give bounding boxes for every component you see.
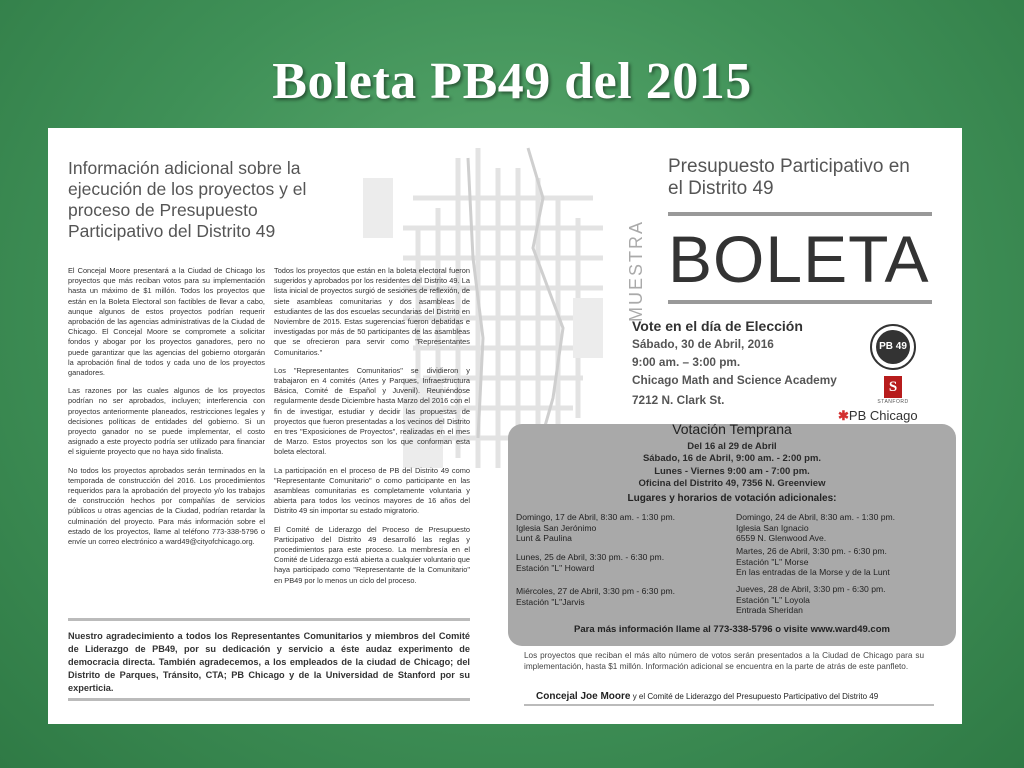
divider bbox=[68, 618, 470, 621]
vote-address: 7212 N. Clark St. bbox=[632, 393, 725, 407]
thanks-text: Nuestro agradecimiento a todos los Representantes Comunitarios y miembros del Comité de Liderazgo de PB49, por su dedicación y servicio a éste audaz experimento de democracia directa. También agradecemos, a los empleados de la ciudad de Chicago; del Distrito de Parques, Tránsito, CTA; PB Chicago y de la Universidad de Stanford por su experticia. bbox=[68, 631, 470, 693]
paragraph: Todos los proyectos que están en la boleta electoral fueron sugeridos y aprobados por los residentes del Distrito 49. La lista inicial de proyectos surgió de sesiones de reflexión, de siete asambleas comunitarias y dos asambleas de estudiantes de las dos escuelas secundarias del Distrito en Noviembre de 2015. Estas sugerencias fueron debatidas e investigadas por más de 50 participantes de las asambleas que se ofrecieron para servir como "Representantes Comunitarios." bbox=[274, 266, 470, 357]
location-entry bbox=[736, 546, 890, 578]
location-time: Lunes, 25 de Abril, 3:30 pm. - 6:30 pm. bbox=[516, 552, 665, 562]
location-name: Estación "L" Loyola bbox=[736, 594, 810, 605]
pb49-logo-text: PB 49 bbox=[876, 330, 910, 364]
stanford-logo: S bbox=[884, 376, 902, 398]
vote-date: Sábado, 30 de Abril, 2016 bbox=[632, 337, 774, 351]
location-name: Iglesia San Jerónimo bbox=[516, 522, 597, 533]
location-entry bbox=[736, 584, 886, 616]
location-address: Entrada Sheridan bbox=[736, 605, 803, 615]
slide-title: Boleta PB49 del 2015 bbox=[272, 53, 752, 110]
paragraph: No todos los proyectos aprobados serán terminados en la temporada de construcción del 2016. Los procedimientos requeridos para la aprobación del proyecto y/o los trabajos de construcción hechos por compañías de servicios públicos u otras agencias de la Ciudad, podrían retardar la culminación del proyecto. Para más información sobre el estado de los proyectos, llame al teléfono 773-338-5796 o envíe un correo electrónico a ward49@cityofchicago.org. bbox=[68, 465, 265, 547]
ballot-title: BOLETA bbox=[668, 222, 930, 296]
location-name: Iglesia San Ignacio bbox=[736, 522, 809, 533]
early-voting-line: Sábado, 16 de Abril, 9:00 am. - 2:00 pm. bbox=[642, 453, 822, 464]
paragraph: La participación en el proceso de PB del Distrito 49 como "Representante Comunitario" o como participante en las asambleas comunitarias es completamente voluntaria y abierta para todos los vecinos mayores de 16 años del Distrito 49 sin importar su estado migratorio. bbox=[274, 465, 470, 516]
info-column-1 bbox=[68, 266, 265, 555]
paragraph: El Comité de Liderazgo del Proceso de Presupuesto Participativo del Distrito 49 desarrolló las reglas y procedimientos para este proceso. La membresía en el Comité de Liderazgo está abierta a cualquier voluntario que haya participado como "Representante de la Comunitario" en PB49 por lo menos un ciclo del proceso. bbox=[274, 524, 470, 585]
paragraph: Las razones por las cuales algunos de los proyectos podrían no ser aprobados, incluyen; interferencia con proyectos anteriormente planeados, restricciones legales y decisiones políticas de entidades del gobierno. Si un proyecto ganador no se puede implementar, el costo asignado a este proyecto podría ser utilizado para financiar el siguiente proyecto que no haya sido finalista. bbox=[68, 386, 265, 457]
paragraph: El Concejal Moore presentará a la Ciudad de Chicago los proyectos que más reciban votos para su implementación hasta un máximo de $1 millón. Todos los proyectos que están en la Boleta Electoral son factibles de llevar a cabo, aunque algunos de estos proyectos podrían requerir aprobación de las agencias administrativas de la Ciudad de Chicago. El Concejal Moore se compromete a solicitar fondos y abogar por los proyectos ganadores, pero no puede garantizar que las agencias del gobierno otorgarán la aprobación final de todos y cada uno de los proyectos ganadores. bbox=[68, 266, 265, 378]
location-time: Jueves, 28 de Abril, 3:30 pm - 6:30 pm. bbox=[736, 584, 886, 594]
pb-chicago-text: PB Chicago bbox=[848, 408, 918, 423]
divider bbox=[68, 698, 470, 701]
more-info-line: Para más información llame al 773-338-5796 o visite www.ward49.com bbox=[574, 624, 890, 635]
sample-label: MUESTRA bbox=[626, 220, 646, 323]
location-name: Estación "L" Morse bbox=[736, 556, 809, 567]
vote-place: Chicago Math and Science Academy bbox=[632, 373, 837, 387]
signature-rest: y el Comité de Liderazgo del Presupuesto Participativo del Distrito 49 bbox=[630, 692, 879, 701]
stanford-wordmark: STANFORD bbox=[877, 399, 909, 405]
location-time: Domingo, 24 de Abril, 8:30 am. - 1:30 pm. bbox=[736, 512, 896, 522]
divider bbox=[668, 300, 932, 304]
location-entry bbox=[516, 586, 675, 607]
extra-locations-heading: Lugares y horarios de votación adicionales: bbox=[627, 493, 837, 504]
divider bbox=[524, 704, 934, 706]
location-time: Martes, 26 de Abril, 3:30 pm. - 6:30 pm. bbox=[736, 546, 887, 556]
location-name: Estación "L"Jarvis bbox=[516, 596, 585, 607]
location-entry bbox=[516, 552, 664, 573]
results-note: Los proyectos que reciban el más alto número de votos serán presentados a la Ciudad de Chicago para su implementación, hasta $1 millón. Información adicional se encuentra en la parte de atrás de este panfleto. bbox=[524, 651, 924, 671]
vote-title: Vote en el día de Elección bbox=[632, 318, 803, 334]
pb-heading: Presupuesto Participativo en el Distrito 49 bbox=[668, 156, 910, 199]
early-voting-line: Lunes - Viernes 9:00 am - 7:00 pm. bbox=[654, 466, 810, 477]
location-entry bbox=[736, 512, 895, 544]
vote-time: 9:00 am. – 3:00 pm. bbox=[632, 355, 741, 369]
early-voting-line: Oficina del Distrito 49, 7356 N. Greenview bbox=[638, 478, 826, 489]
info-heading: Información adicional sobre la ejecución de los proyectos y el proceso de Presupuesto Participativo del Distrito 49 bbox=[68, 158, 307, 241]
location-name: Estación "L" Howard bbox=[516, 562, 595, 573]
early-voting-title: Votación Temprana bbox=[672, 421, 792, 437]
location-address: 6559 N. Glenwood Ave. bbox=[736, 533, 827, 543]
location-time: Domingo, 17 de Abril, 8:30 am. - 1:30 pm. bbox=[516, 512, 676, 522]
pb49-logo bbox=[870, 324, 916, 370]
location-time: Miércoles, 27 de Abril, 3:30 pm - 6:30 pm. bbox=[516, 586, 676, 596]
divider bbox=[668, 212, 932, 216]
alderman-name: Concejal Joe Moore bbox=[536, 691, 631, 702]
location-address: En las entradas de la Morse y de la Lunt bbox=[736, 567, 890, 577]
info-column-2 bbox=[274, 266, 470, 594]
paragraph: Los "Representantes Comunitarios" se dividieron y trabajaron en 4 comités (Artes y Parques, Infraestructura Básica, Comité de Español y Juvenil). Reuniéndose regularmente desde Diciembre hasta Marzo del 2016 con el fin de investigar, estudiar y decidir las propuestas de proyectos que fueron presentadas a los vecinos del Distrito en tres "Exposiciones de Proyectos", realizadas en el mes de Marzo. Estos proyectos son los que conforman esta boleta electoral. bbox=[274, 365, 470, 457]
early-voting-line: Del 16 al 29 de Abril bbox=[687, 441, 777, 452]
ballot-document bbox=[48, 128, 962, 724]
signature-line bbox=[536, 691, 878, 702]
location-address: Lunt & Paulina bbox=[516, 533, 572, 543]
star-icon: ✱ bbox=[838, 408, 849, 423]
location-entry bbox=[516, 512, 675, 544]
